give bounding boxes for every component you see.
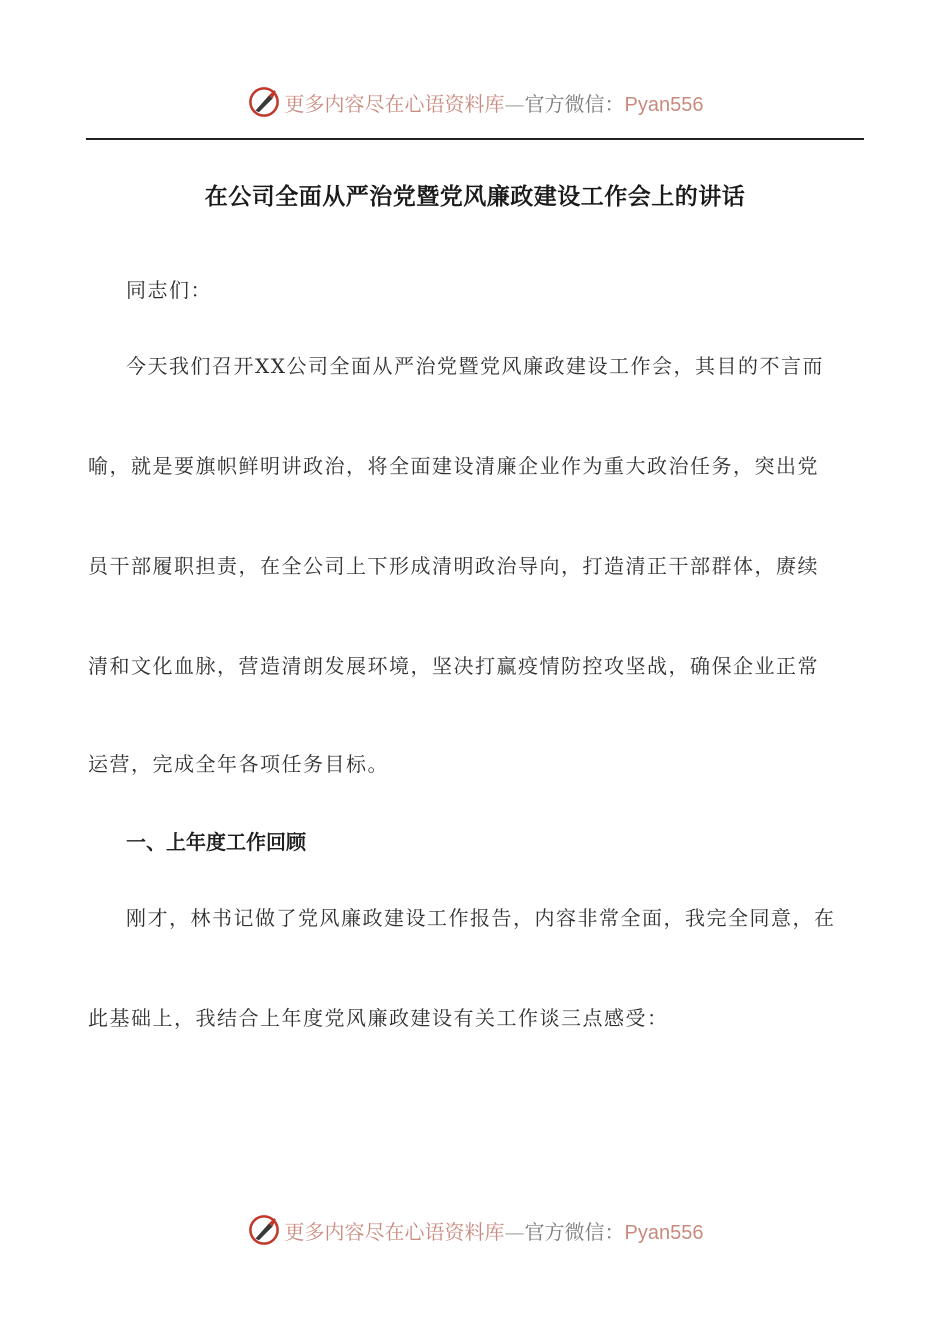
paragraph2-line2: 此基础上，我结合上年度党风廉政建设有关工作谈三点感受：: [88, 1006, 669, 1030]
section1-heading: 一、上年度工作回顾: [126, 830, 306, 854]
banner-prefix: 更多内容尽在心语资料库: [284, 91, 505, 116]
document-title: 在公司全面从严治党暨党风廉政建设工作会上的讲话: [204, 184, 746, 210]
banner-text: [285, 88, 704, 117]
header-divider: [86, 138, 864, 140]
banner-account: Pyan556: [624, 1221, 704, 1244]
salutation: 同志们：: [126, 278, 212, 302]
banner-dash: —: [504, 91, 525, 116]
banner-wechat-label: 官方微信：: [524, 91, 625, 116]
pen-nib-logo-icon: [247, 1213, 281, 1247]
banner-account: Pyan556: [624, 93, 704, 116]
banner-text: [285, 1216, 704, 1245]
banner-wechat-label: 官方微信：: [524, 1219, 625, 1244]
paragraph1-line5: 运营，完成全年各项任务目标。: [88, 752, 389, 776]
paragraph1-line4: 清和文化血脉，营造清朗发展环境，坚决打赢疫情防控攻坚战，确保企业正常: [88, 654, 819, 678]
pen-nib-logo-icon: [247, 85, 281, 119]
paragraph2-line1: 刚才，林书记做了党风廉政建设工作报告，内容非常全面，我完全同意，在: [126, 906, 836, 930]
paragraph1-line1: 今天我们召开XX公司全面从严治党暨党风廉政建设工作会，其目的不言而: [126, 354, 824, 378]
paragraph1-line2: 喻，就是要旗帜鲜明讲政治，将全面建设清廉企业作为重大政治任务，突出党: [88, 454, 819, 478]
header-banner: [0, 82, 950, 122]
banner-prefix: 更多内容尽在心语资料库: [284, 1219, 505, 1244]
paragraph1-line3: 员干部履职担责，在全公司上下形成清明政治导向，打造清正干部群体，赓续: [88, 554, 819, 578]
banner-dash: —: [504, 1219, 525, 1244]
footer-banner: [0, 1210, 950, 1250]
